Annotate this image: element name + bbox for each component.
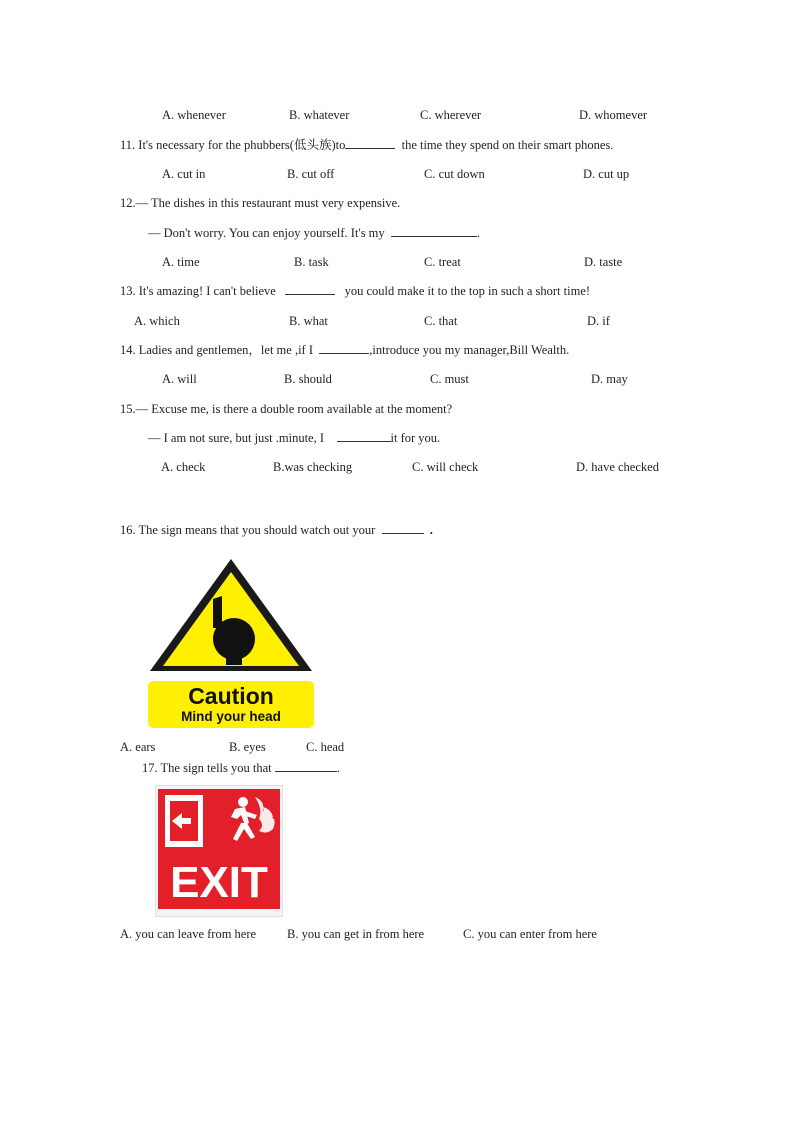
answer-blank xyxy=(337,430,391,442)
q17-option-c: C. you can enter from here xyxy=(463,927,597,941)
q12-option-c: C. treat xyxy=(424,255,461,269)
q10-option-d: D. whomever xyxy=(579,108,648,122)
q13-option-b: B. what xyxy=(289,314,328,328)
q14-option-b: B. should xyxy=(284,372,332,386)
q17-stem xyxy=(142,760,340,776)
q16-option-c: C. head xyxy=(306,740,345,754)
q10-option-a: A. whenever xyxy=(162,108,226,122)
q16-option-b: B. eyes xyxy=(229,740,266,754)
q16-stem-pre: 16. The sign means that you should watch out your xyxy=(120,523,376,537)
q16-stem-post: . xyxy=(429,523,433,537)
exit-label: EXIT xyxy=(170,858,268,907)
answer-blank xyxy=(391,225,477,237)
q15-option-c: C. will check xyxy=(412,460,479,474)
q11-stem xyxy=(120,137,613,153)
q12-option-a: A. time xyxy=(162,255,200,269)
answer-blank xyxy=(345,137,395,149)
head-icon xyxy=(213,618,255,660)
q15-reply xyxy=(148,430,440,446)
answer-blank xyxy=(275,760,337,772)
answer-blank xyxy=(285,283,335,295)
q10-option-c: C. wherever xyxy=(420,108,482,122)
q11-option-a: A. cut in xyxy=(162,167,206,181)
q13-option-c: C. that xyxy=(424,314,458,328)
q16-stem xyxy=(120,522,433,538)
caution-head-sign xyxy=(146,555,316,730)
q12-stem: 12.— The dishes in this restaurant must very expensive. xyxy=(120,196,401,210)
q15-option-b: B.was checking xyxy=(273,460,353,474)
q13-stem-post: you could make it to the top in such a short time! xyxy=(344,284,591,298)
q15-reply-pre: — I am not sure, but just .minute, I xyxy=(148,431,325,445)
q11-option-c: C. cut down xyxy=(424,167,485,181)
caution-subtitle: Mind your head xyxy=(181,709,281,724)
q12-reply-post: . xyxy=(476,226,481,240)
exit-sign xyxy=(155,785,283,917)
q15-stem: 15.— Excuse me, is there a double room available at the moment? xyxy=(120,402,453,416)
q11-stem-post: the time they spend on their smart phones. xyxy=(401,138,614,152)
q17-option-a: A. you can leave from here xyxy=(120,927,257,941)
q13-stem-pre: 13. It's amazing! I can't believe xyxy=(120,284,276,298)
q12-option-b: B. task xyxy=(294,255,329,269)
caution-title: Caution xyxy=(188,683,274,709)
q14-option-d: D. may xyxy=(591,372,628,386)
q14-stem-post: ,introduce you my manager,Bill Wealth. xyxy=(369,343,570,357)
q11-stem-pre: 11. It's necessary for the phubbers(低头族)to xyxy=(120,138,346,152)
q14-option-c: C. must xyxy=(430,372,469,386)
q13-stem xyxy=(120,283,590,299)
q17-option-b: B. you can get in from here xyxy=(287,927,425,941)
q14-stem-pre: 14. Ladies and gentlemen，let me ,if I xyxy=(120,343,313,357)
q13-option-d: D. if xyxy=(587,314,610,328)
answer-blank xyxy=(319,342,369,354)
q17-stem-pre: 17. The sign tells you that xyxy=(142,761,272,775)
q12-option-d: D. taste xyxy=(584,255,623,269)
q13-option-a: A. which xyxy=(134,314,180,328)
neck-icon xyxy=(226,655,242,665)
q12-reply xyxy=(148,225,480,241)
q14-stem xyxy=(120,342,569,358)
answer-blank xyxy=(382,522,424,534)
q17-stem-post: . xyxy=(336,761,340,775)
q15-option-a: A. check xyxy=(161,460,206,474)
q11-option-d: D. cut up xyxy=(583,167,630,181)
q15-option-d: D. have checked xyxy=(576,460,659,474)
q11-option-b: B. cut off xyxy=(287,167,335,181)
q10-option-b: B. whatever xyxy=(289,108,350,122)
q12-reply-pre: — Don't worry. You can enjoy yourself. It's my xyxy=(148,226,385,240)
q15-reply-post: it for you. xyxy=(390,431,441,445)
q14-option-a: A. will xyxy=(162,372,197,386)
q16-option-a: A. ears xyxy=(120,740,156,754)
